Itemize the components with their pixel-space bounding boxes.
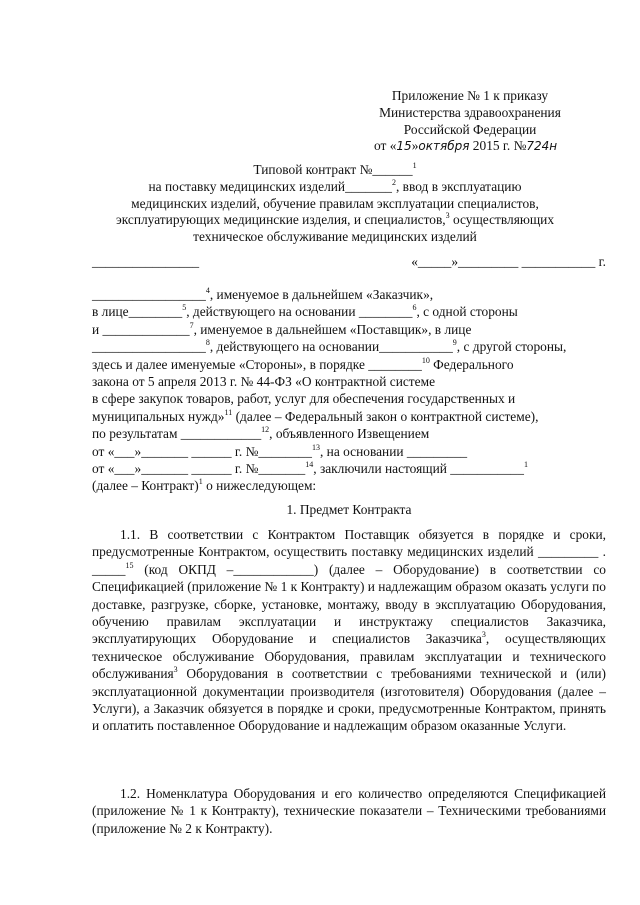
preamble-line: [92, 356, 606, 373]
preamble-text: _________________: [92, 287, 206, 302]
date-mid: »: [411, 138, 419, 154]
preamble-text: по результатам ____________: [92, 426, 262, 442]
contract-title: [70, 162, 600, 246]
title-line-4-text: эксплуатирующих медицинские изделия, и специалистов,: [115, 212, 446, 228]
handwritten-order-number: 724н: [526, 139, 558, 154]
footnote-mark: 1: [198, 477, 203, 487]
preamble-text: здесь и далее именуемые «Стороны», в порядке ________: [92, 356, 422, 372]
handwritten-day: 15: [396, 139, 412, 154]
preamble-rest: , заключили настоящий ___________: [313, 461, 524, 477]
footnote-mark: 3: [481, 630, 486, 640]
title-line-2-text: на поставку медицинских изделий_______: [148, 178, 392, 194]
preamble-line: [92, 303, 606, 320]
preamble-rest: , объявленного Извещением: [269, 426, 430, 442]
clause-1-2-text: 1.2. Номенклатура Оборудования и его количество определяются Спецификацией (приложение № 1 к Контракту), технические показатели – Техническими требованиями (приложение № 2 к Контракту).: [92, 786, 606, 836]
footnote-mark: 14: [305, 460, 314, 470]
footnote-mark: 5: [182, 303, 187, 313]
preamble-line: [92, 286, 606, 303]
preamble-rest: , именуемое в дальнейшем «Заказчик»,: [209, 287, 434, 302]
footnote-mark: 13: [311, 442, 320, 452]
order-date-number: [340, 138, 600, 155]
footnote-mark: 15: [125, 560, 134, 570]
preamble-line: закона от 5 апреля 2013 г. № 44-ФЗ «О контрактной системе: [92, 374, 436, 390]
footnote-mark: 7: [189, 320, 194, 330]
title-line-5: техническое обслуживание медицинских изделий: [193, 229, 477, 245]
title-line-1: [70, 162, 600, 179]
title-line-3: медицинских изделий, обучение правилам эксплуатации специалистов,: [131, 195, 539, 211]
preamble-line: [92, 443, 606, 460]
clause-1-1: [92, 526, 606, 735]
preamble-line: [92, 321, 606, 338]
place-date-row: [92, 254, 606, 271]
place-blank: ________________: [92, 254, 200, 269]
preamble-text: _________________: [92, 339, 206, 355]
title-line-1-text: Типовой контракт №______: [253, 162, 413, 177]
preamble-text: и _____________: [92, 321, 190, 337]
clause-part: (код ОКПД –____________) (далее – Оборудование) в соответствии со Спецификацией (приложение № 1 к Контракту) и надлежащим образом оказать услуги по доставке, разгрузке, сборке, установке, монтажу, вводу в эксплуатацию Оборудования, обучению правилам эксплуатации и инструктажу специалистов Заказчика, эксплуатирующих Оборудование и специалистов Заказчика: [92, 561, 606, 647]
footnote-mark: 1: [523, 460, 528, 470]
footnote-mark: 2: [391, 177, 396, 187]
title-line-4-rest: осуществляющих: [449, 212, 555, 228]
date-blank: «_____»_________ ___________ г.: [411, 254, 606, 269]
title-line-2-rest: , ввод в эксплуатацию: [395, 178, 522, 194]
date-prefix: от «: [374, 138, 397, 154]
preamble-text: от «___»_______ ______ г. №________: [92, 443, 312, 459]
preamble-rest: Федерального: [429, 356, 514, 372]
clause-part: 1.1. В соответствии с Контрактом Поставщик обязуется в порядке и сроки, предусмотренные Контрактом, осуществить поставку медицинских изделий _________ . _____: [92, 527, 606, 577]
preamble: [92, 286, 606, 495]
order-header: [340, 88, 600, 155]
footnote-mark: 12: [261, 425, 270, 435]
footnote-mark: 4: [205, 286, 210, 295]
header-line-1: Приложение № 1 к приказу: [391, 88, 549, 103]
preamble-rest: , действующего на основании ________: [186, 304, 413, 320]
footnote-mark: 8: [205, 338, 210, 348]
footnote-mark: 6: [412, 303, 417, 313]
footnote-mark: 9: [452, 338, 457, 348]
preamble-line: в сфере закупок товаров, работ, услуг для обеспечения государственных и: [92, 391, 516, 407]
preamble-text: в лице________: [92, 304, 183, 320]
preamble-rest: , на основании _________: [319, 443, 468, 459]
preamble-rest: о нижеследующем:: [202, 478, 317, 494]
preamble-rest: , действующего на основании___________: [209, 339, 453, 355]
preamble-line: [92, 408, 606, 425]
footnote-mark: 11: [224, 407, 233, 417]
preamble-rest: (далее – Федеральный закон о контрактной системе),: [232, 408, 539, 424]
header-line-2: Министерства здравоохранения: [379, 104, 561, 120]
footnote-mark: 3: [173, 665, 178, 675]
preamble-rest: , с одной стороны: [416, 304, 518, 320]
preamble-rest: , именуемое в дальнейшем «Поставщик», в лице: [193, 321, 472, 337]
clause-part: Оборудования в соответствии с требованиями технической и (или) эксплуатационной документации производителя (изготовителя) Оборудования (далее – Услуги), а Заказчик обязуется в порядке и сроки, предусмотренные Контрактом, принять и оплатить поставленное Оборудование и надлежащим образом оказанные Услуги.: [92, 666, 606, 734]
clause-1-2: [92, 785, 606, 837]
preamble-text: от «___»_______ ______ г. №_______: [92, 461, 306, 477]
footnote-mark: 10: [421, 355, 430, 365]
footnote-mark: 1: [412, 161, 417, 170]
preamble-text: муниципальных нужд»: [92, 408, 225, 424]
clause-part: , осуществляющих техническое обслуживание Оборудования, правилам эксплуатации и технического обслуживания: [92, 631, 607, 682]
preamble-line: [92, 477, 606, 494]
title-line-2: [70, 179, 600, 196]
preamble-line: [92, 425, 606, 442]
handwritten-month: октября: [418, 139, 470, 154]
footnote-mark: 3: [445, 211, 450, 221]
clause-1-1-text: [92, 526, 606, 735]
preamble-line: [92, 338, 606, 355]
date-suffix: 2015 г. №: [469, 138, 527, 154]
header-line-3: Российской Федерации: [403, 121, 537, 137]
preamble-line: [92, 460, 606, 477]
preamble-text: (далее – Контракт): [92, 478, 199, 494]
preamble-rest: , с другой стороны,: [456, 339, 567, 355]
title-line-4: [70, 212, 600, 229]
section-heading: 1. Предмет Контракта: [286, 502, 412, 517]
